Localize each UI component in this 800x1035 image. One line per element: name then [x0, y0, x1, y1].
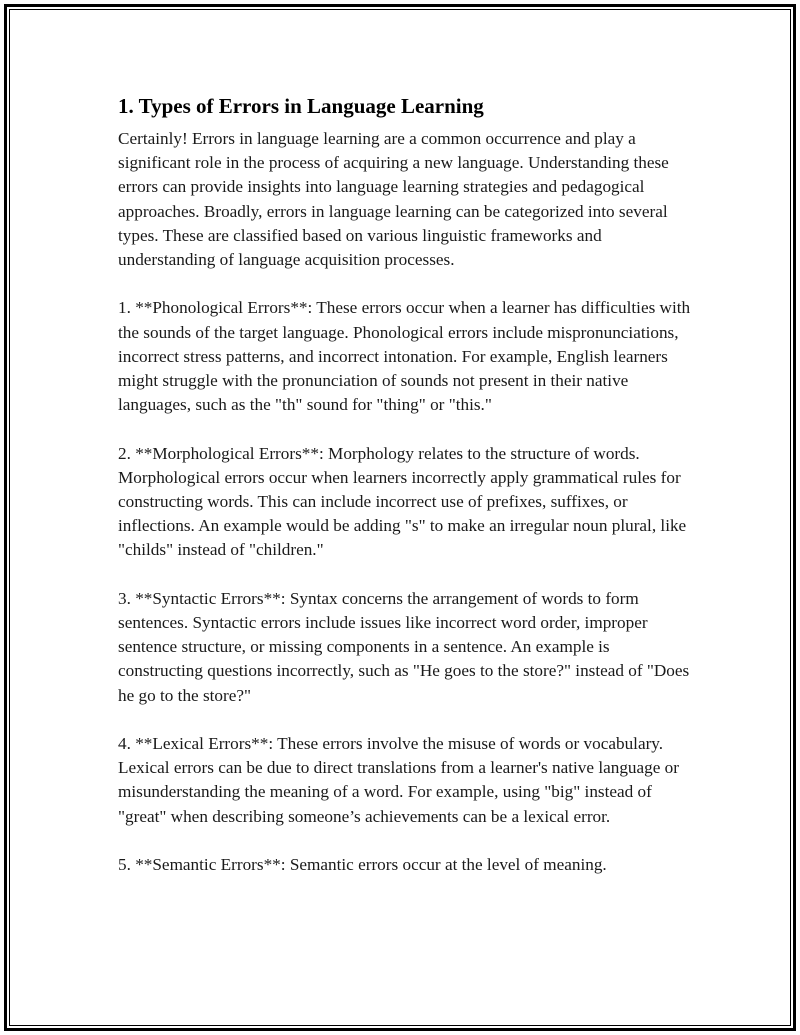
morphological-errors-paragraph: 2. **Morphological Errors**: Morphology relates to the structure of words. Morphological errors occur when learners incorrectly apply grammatical rules for constructing words. This can include incorrect use of prefixes, suffixes, or inflections. An example would be adding "s" to make an irregular noun plural, like "childs" instead of "children." [118, 443, 687, 560]
document-body [118, 92, 693, 901]
semantic-errors-paragraph: 5. **Semantic Errors**: Semantic errors occur at the level of meaning. [118, 855, 607, 875]
syntactic-errors-paragraph: 3. **Syntactic Errors**: Syntax concerns the arrangement of words to form sentences. Syntactic errors include issues like incorrect word order, improper sentence structure, or missing components in a sentence. An example is constructing questions incorrectly, such as "He goes to the store?" instead of "Does he go to the store?" [118, 588, 690, 705]
lexical-errors-paragraph: 4. **Lexical Errors**: These errors involve the misuse of words or vocabulary. Lexical errors can be due to direct translations from a learner's native language or misunderstanding the meaning of a word. For example, using "big" instead of "great" when describing someone’s achievements can be a lexical error. [118, 734, 679, 826]
phonological-errors-paragraph: 1. **Phonological Errors**: These errors occur when a learner has difficulties with the sounds of the target language. Phonological errors include mispronunciations, incorrect stress patterns, and incorrect intonation. For example, English learners might struggle with the pronunciation of sounds not present in their native languages, such as the "th" sound for "thing" or "this." [118, 298, 691, 415]
section-heading: 1. Types of Errors in Language Learning [118, 94, 484, 118]
intro-paragraph: Certainly! Errors in language learning are a common occurrence and play a significant role in the process of acquiring a new language. Understanding these errors can provide insights into language learning strategies and pedagogical approaches. Broadly, errors in language learning can be categorized into several types. These are classified based on various linguistic frameworks and understanding of language acquisition processes. [118, 129, 669, 270]
